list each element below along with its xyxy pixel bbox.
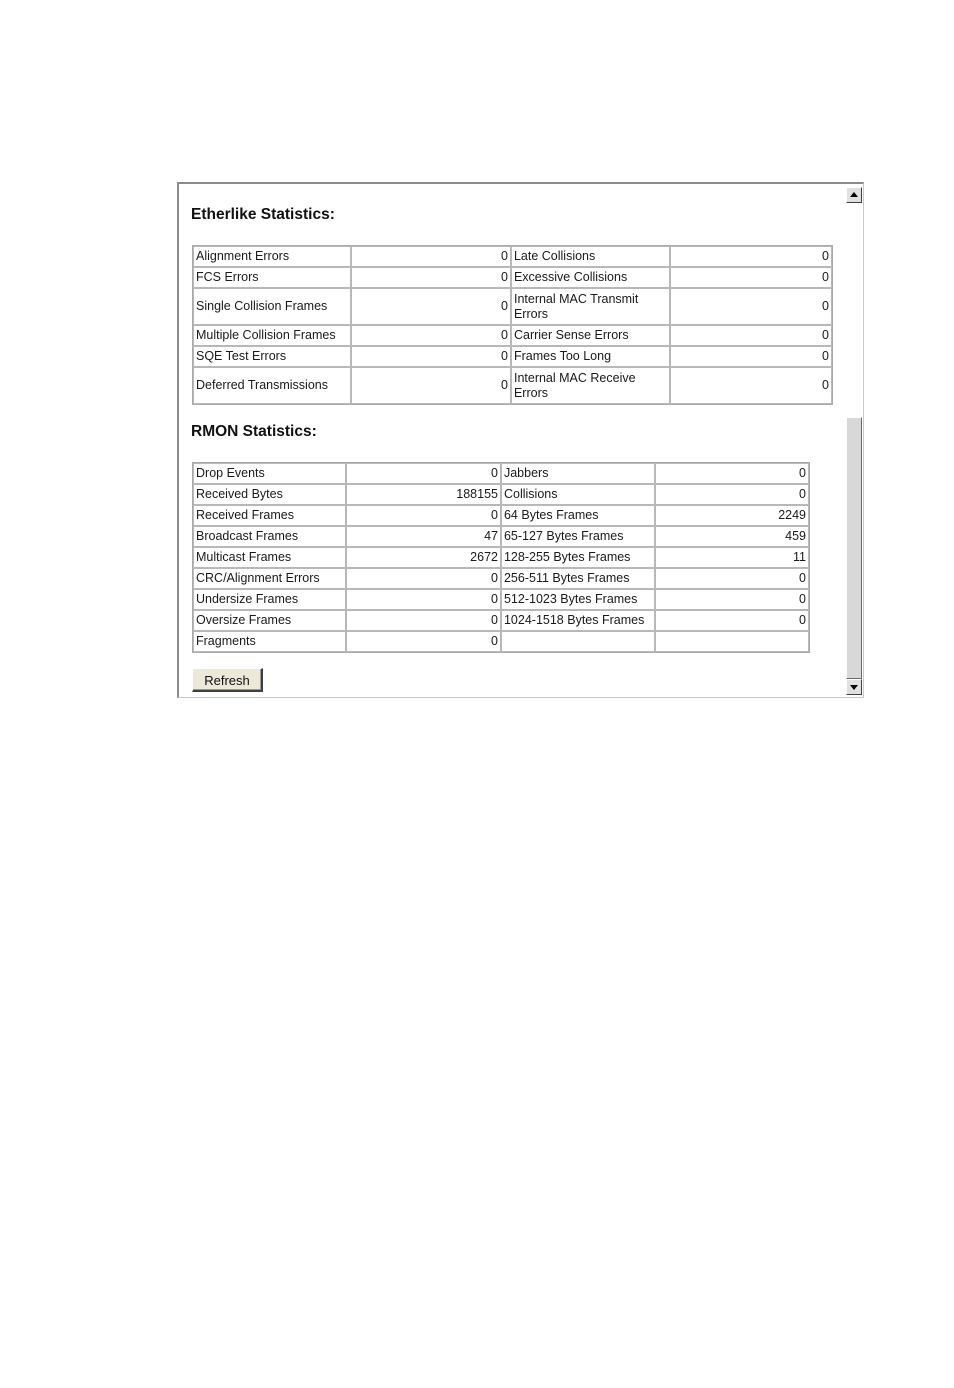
stat-label: Received Frames — [193, 505, 346, 526]
stat-label: 64 Bytes Frames — [501, 505, 656, 526]
stat-value: 0 — [351, 325, 510, 346]
stat-label: CRC/Alignment Errors — [193, 568, 346, 589]
stat-label: Multiple Collision Frames — [193, 325, 351, 346]
stat-value: 0 — [655, 568, 809, 589]
scroll-up-button[interactable] — [846, 187, 862, 203]
scroll-down-button[interactable] — [846, 679, 862, 695]
stat-label: 512-1023 Bytes Frames — [501, 589, 656, 610]
stat-label: Internal MAC Transmit Errors — [511, 288, 670, 325]
stat-label: FCS Errors — [193, 267, 351, 288]
stat-value: 11 — [655, 547, 809, 568]
stat-value: 0 — [346, 568, 501, 589]
table-row — [193, 505, 809, 526]
stat-label: Alignment Errors — [193, 246, 351, 267]
stat-label: Broadcast Frames — [193, 526, 346, 547]
stat-value: 0 — [346, 505, 501, 526]
stat-value: 188155 — [346, 484, 501, 505]
statistics-frame — [177, 182, 864, 698]
table-row — [193, 367, 832, 404]
stat-value: 2672 — [346, 547, 501, 568]
stat-value: 0 — [351, 346, 510, 367]
stat-label: Fragments — [193, 631, 346, 652]
stat-label: Received Bytes — [193, 484, 346, 505]
refresh-button[interactable]: Refresh — [192, 668, 263, 692]
vertical-scrollbar[interactable] — [845, 184, 863, 698]
stat-label: 1024-1518 Bytes Frames — [501, 610, 656, 631]
stat-value: 0 — [670, 288, 832, 325]
stat-value: 0 — [351, 288, 510, 325]
stat-label: Single Collision Frames — [193, 288, 351, 325]
table-row — [193, 610, 809, 631]
etherlike-section-title: Etherlike Statistics: — [191, 206, 335, 223]
stat-label: Oversize Frames — [193, 610, 346, 631]
stat-value: 0 — [351, 267, 510, 288]
table-row — [193, 325, 832, 346]
stat-label: 65-127 Bytes Frames — [501, 526, 656, 547]
scroll-up-arrow-icon — [850, 192, 858, 197]
stat-label: Drop Events — [193, 463, 346, 484]
stat-value: 0 — [346, 610, 501, 631]
table-row — [193, 568, 809, 589]
stat-value: 0 — [346, 589, 501, 610]
stat-value: 2249 — [655, 505, 809, 526]
table-row — [193, 547, 809, 568]
scroll-thumb[interactable] — [846, 417, 862, 679]
stat-label: Internal MAC Receive Errors — [511, 367, 670, 404]
table-row — [193, 346, 832, 367]
table-row — [193, 526, 809, 547]
stat-value — [655, 631, 809, 652]
etherlike-statistics-table — [192, 245, 833, 405]
stat-label: Undersize Frames — [193, 589, 346, 610]
statistics-content — [179, 184, 843, 698]
stat-label: Excessive Collisions — [511, 267, 670, 288]
stat-label — [501, 631, 656, 652]
stat-value: 0 — [655, 463, 809, 484]
stat-value: 0 — [346, 463, 501, 484]
table-row — [193, 631, 809, 652]
stat-value: 0 — [670, 267, 832, 288]
stat-label: Multicast Frames — [193, 547, 346, 568]
table-row — [193, 267, 832, 288]
table-row — [193, 246, 832, 267]
stat-label: Collisions — [501, 484, 656, 505]
stat-value: 0 — [346, 631, 501, 652]
stat-label: Late Collisions — [511, 246, 670, 267]
stat-value: 0 — [655, 484, 809, 505]
stat-value: 459 — [655, 526, 809, 547]
stat-value: 0 — [670, 346, 832, 367]
stat-value: 0 — [655, 610, 809, 631]
stat-label: Deferred Transmissions — [193, 367, 351, 404]
stat-value: 0 — [655, 589, 809, 610]
stat-value: 47 — [346, 526, 501, 547]
stat-label: Jabbers — [501, 463, 656, 484]
rmon-statistics-table — [192, 462, 810, 653]
stat-value: 0 — [351, 246, 510, 267]
stat-value: 0 — [670, 325, 832, 346]
stat-value: 0 — [670, 246, 832, 267]
stat-label: Carrier Sense Errors — [511, 325, 670, 346]
table-row — [193, 463, 809, 484]
stat-label: Frames Too Long — [511, 346, 670, 367]
stat-label: SQE Test Errors — [193, 346, 351, 367]
rmon-section-title: RMON Statistics: — [191, 423, 317, 440]
stat-value: 0 — [670, 367, 832, 404]
table-row — [193, 288, 832, 325]
stat-value: 0 — [351, 367, 510, 404]
stat-label: 256-511 Bytes Frames — [501, 568, 656, 589]
table-row — [193, 484, 809, 505]
table-row — [193, 589, 809, 610]
scroll-down-arrow-icon — [850, 685, 858, 690]
stat-label: 128-255 Bytes Frames — [501, 547, 656, 568]
